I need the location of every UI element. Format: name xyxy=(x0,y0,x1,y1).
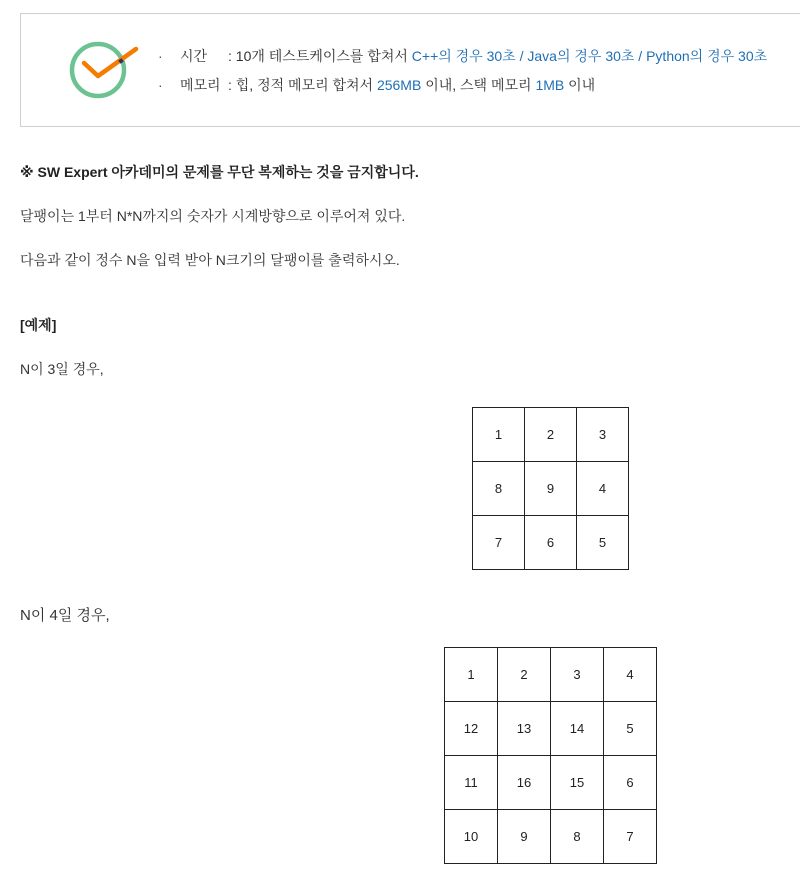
grid-cell: 15 xyxy=(551,756,604,810)
memory-limit-mid: 이내, 스택 메모리 xyxy=(421,77,536,93)
snail-grid-4x4 xyxy=(444,647,657,864)
problem-description-1: 달팽이는 1부터 N*N까지의 숫자가 시계방향으로 이루어져 있다. xyxy=(20,208,406,224)
time-limit-label: 시간 xyxy=(180,48,208,64)
grid-row xyxy=(445,648,657,702)
grid-cell: 11 xyxy=(445,756,498,810)
grid-cell: 3 xyxy=(551,648,604,702)
snail-grid-3x3 xyxy=(472,407,629,570)
memory-limit-suffix: 이내 xyxy=(564,77,596,93)
grid-cell: 6 xyxy=(525,516,577,570)
stack-memory-limit: 1MB xyxy=(535,77,565,93)
grid-row xyxy=(445,810,657,864)
grid-cell: 6 xyxy=(604,756,657,810)
grid-cell: 2 xyxy=(525,408,577,462)
cpp-time-limit: C++의 경우 30초 xyxy=(411,48,516,64)
copyright-notice: ※ SW Expert 아카데미의 문제를 무단 복제하는 것을 금지합니다. xyxy=(20,164,419,180)
bullet: · xyxy=(158,48,163,64)
example-n4-label: N이 4일 경우, xyxy=(20,607,110,624)
grid-cell: 13 xyxy=(498,702,551,756)
check-circle-icon xyxy=(69,39,141,101)
time-limit-item xyxy=(158,46,767,75)
separator: / xyxy=(634,48,647,64)
grid-cell: 7 xyxy=(473,516,525,570)
grid-cell: 4 xyxy=(604,648,657,702)
grid-row xyxy=(473,516,629,570)
grid-cell: 4 xyxy=(577,462,629,516)
memory-limit-label: 메모리 xyxy=(180,77,221,93)
time-limit-value xyxy=(228,46,767,75)
grid-cell: 1 xyxy=(473,408,525,462)
grid-cell: 10 xyxy=(445,810,498,864)
problem-description-2: 다음과 같이 정수 N을 입력 받아 N크기의 달팽이를 출력하시오. xyxy=(20,252,400,268)
grid-row xyxy=(445,702,657,756)
example-n3-label: N이 3일 경우, xyxy=(20,361,104,377)
grid-cell: 14 xyxy=(551,702,604,756)
grid-cell: 9 xyxy=(525,462,577,516)
grid-cell: 8 xyxy=(473,462,525,516)
python-time-limit: Python의 경우 30초 xyxy=(646,48,768,64)
grid-row xyxy=(473,408,629,462)
separator: / xyxy=(515,48,528,64)
grid-cell: 12 xyxy=(445,702,498,756)
grid-row xyxy=(473,462,629,516)
grid-cell: 16 xyxy=(498,756,551,810)
bullet: · xyxy=(158,77,163,93)
grid-cell: 8 xyxy=(551,810,604,864)
constraints-list xyxy=(158,46,767,104)
time-limit-prefix: : 10개 테스트케이스를 합쳐서 xyxy=(228,48,412,64)
memory-limit-prefix: : 힙, 정적 메모리 합쳐서 xyxy=(228,77,377,93)
grid-cell: 5 xyxy=(577,516,629,570)
memory-limit-value xyxy=(228,75,595,104)
grid-cell: 5 xyxy=(604,702,657,756)
grid-cell: 3 xyxy=(577,408,629,462)
grid-cell: 7 xyxy=(604,810,657,864)
grid-cell: 2 xyxy=(498,648,551,702)
grid-row xyxy=(445,756,657,810)
grid-cell: 1 xyxy=(445,648,498,702)
memory-limit-item xyxy=(158,75,767,104)
heap-memory-limit: 256MB xyxy=(376,77,422,93)
example-heading: [예제] xyxy=(20,317,57,333)
java-time-limit: Java의 경우 30초 xyxy=(527,48,635,64)
grid-cell: 9 xyxy=(498,810,551,864)
